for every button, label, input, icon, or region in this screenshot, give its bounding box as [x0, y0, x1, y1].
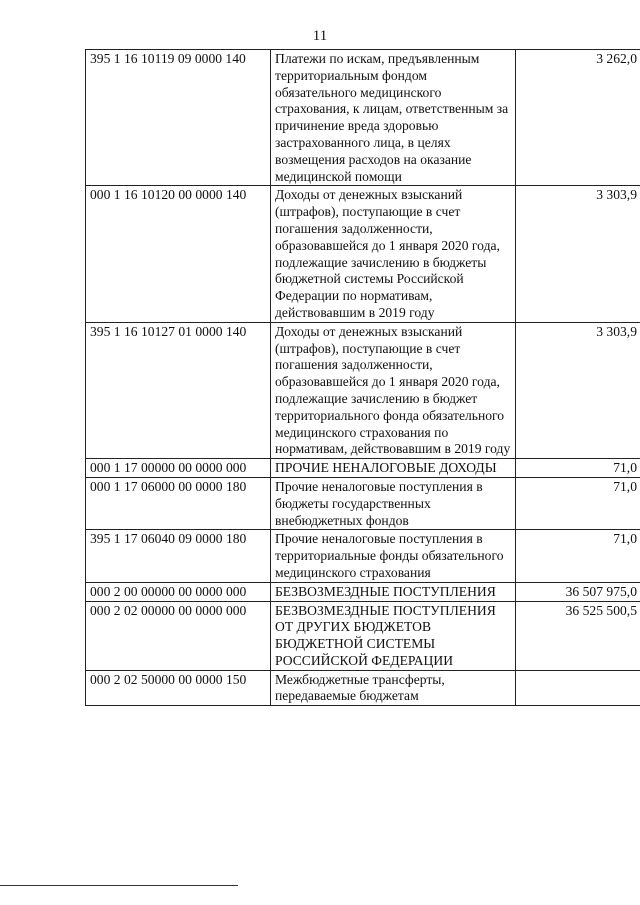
table-row: [86, 582, 640, 601]
amount-cell: 3 262,0: [516, 50, 640, 186]
revenue-name-cell: Прочие неналоговые поступления в территориальные фонды обязательного медицинского страхования: [271, 530, 516, 582]
table-row: [86, 477, 640, 529]
amount-cell: 3 303,9: [516, 186, 640, 322]
budget-code-cell: 000 1 17 06000 00 0000 180: [86, 477, 271, 529]
revenue-name-cell: Межбюджетные трансферты, передаваемые бюджетам: [271, 670, 516, 706]
table-row: [86, 322, 640, 458]
table-row: [86, 530, 640, 582]
table-row: [86, 670, 640, 706]
footnote-separator: [0, 885, 238, 886]
table-row: [86, 50, 640, 186]
amount-cell: 71,0: [516, 477, 640, 529]
budget-code-cell: 395 1 16 10119 09 0000 140: [86, 50, 271, 186]
budget-code-cell: 395 1 16 10127 01 0000 140: [86, 322, 271, 458]
revenue-name-cell: Доходы от денежных взысканий (штрафов), поступающие в счет погашения задолженности, образовавшейся до 1 января 2020 года, подлежащие зачислению в бюджет территориального фонда обязательного медицинского страхования по нормативам, действовавшим в 2019 году: [271, 322, 516, 458]
budget-code-cell: 395 1 17 06040 09 0000 180: [86, 530, 271, 582]
amount-cell: 71,0: [516, 459, 640, 478]
revenue-name-cell: ПРОЧИЕ НЕНАЛОГОВЫЕ ДОХОДЫ: [271, 459, 516, 478]
budget-code-cell: 000 2 02 00000 00 0000 000: [86, 601, 271, 670]
budget-code-cell: 000 1 16 10120 00 0000 140: [86, 186, 271, 322]
revenue-name-cell: Прочие неналоговые поступления в бюджеты государственных внебюджетных фондов: [271, 477, 516, 529]
revenue-name-cell: Доходы от денежных взысканий (штрафов), поступающие в счет погашения задолженности, образовавшейся до 1 января 2020 года, подлежащие зачислению в бюджеты бюджетной системы Российской Федерации по нормативам, действовавшим в 2019 году: [271, 186, 516, 322]
table-row: [86, 601, 640, 670]
table-row: [86, 459, 640, 478]
amount-cell: 71,0: [516, 530, 640, 582]
revenue-table: [85, 49, 640, 706]
amount-cell: [516, 670, 640, 706]
amount-cell: 36 525 500,5: [516, 601, 640, 670]
revenue-name-cell: Платежи по искам, предъявленным территориальным фондом обязательного медицинского страхования, к лицам, ответственным за причинение вреда здоровью застрахованного лица, в целях возмещения расходов на оказание медицинской помощи: [271, 50, 516, 186]
page-number: 11: [312, 28, 328, 44]
table-row: [86, 186, 640, 322]
budget-code-cell: 000 2 00 00000 00 0000 000: [86, 582, 271, 601]
revenue-name-cell: БЕЗВОЗМЕЗДНЫЕ ПОСТУПЛЕНИЯ ОТ ДРУГИХ БЮДЖЕТОВ БЮДЖЕТНОЙ СИСТЕМЫ РОССИЙСКОЙ ФЕДЕРАЦИИ: [271, 601, 516, 670]
budget-code-cell: 000 2 02 50000 00 0000 150: [86, 670, 271, 706]
amount-cell: 36 507 975,0: [516, 582, 640, 601]
amount-cell: 3 303,9: [516, 322, 640, 458]
budget-code-cell: 000 1 17 00000 00 0000 000: [86, 459, 271, 478]
revenue-name-cell: БЕЗВОЗМЕЗДНЫЕ ПОСТУПЛЕНИЯ: [271, 582, 516, 601]
